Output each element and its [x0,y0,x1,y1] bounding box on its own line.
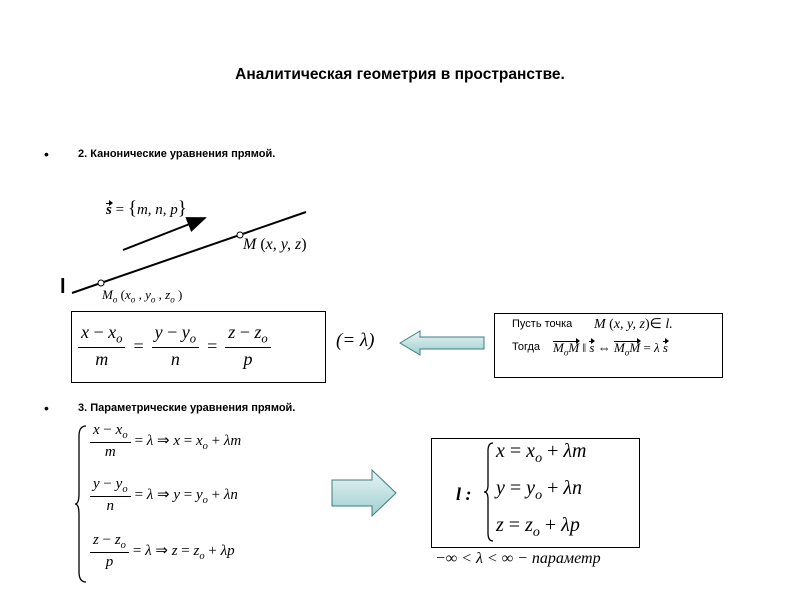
result-row-y: $y = y_o + \lambda n$ [496,477,583,503]
left-arrow-icon [398,328,488,358]
bullet-3: • [44,400,49,416]
system-row-x: $\frac{x - x_o}{m}$ = λ ⇒ $x = x_o + \lambda m$ [90,422,241,461]
result-label: l : [456,484,472,504]
section-2-heading: 2. Канонические уравнения прямой. [78,148,276,160]
bullet-2: • [44,146,49,162]
line-label-l: l [60,276,66,298]
result-brace-icon [483,441,495,543]
result-row-z: $z = z_o + \lambda p$ [496,514,580,540]
left-brace-icon [74,424,88,584]
canonical-equation: $\frac{x - x_o}{m}$ = $\frac{y - y_o}{n}$ = $\frac{z - z_o}{p}$ [78,315,271,377]
fraction-x: $\frac{x - x_o}{m}$ [78,322,125,371]
point-m0-marker [98,280,104,286]
note-line2-text: Тогда [512,341,541,353]
page-title: Аналитическая геометрия в пространстве. [235,66,565,83]
parameter-note: −∞ < λ < ∞ − параметр [435,550,601,567]
lambda-equals: (= λ) [336,330,375,351]
note-line1-math: M (x, y, z)∈ l. [594,317,673,332]
fraction-y: $\frac{y - y_o}{n}$ [152,322,199,371]
direction-vector-label: s = {m, n, p} [106,198,187,219]
fraction-z: $\frac{z - z_o}{p}$ [225,322,270,371]
note-line1-text: Пусть точка [512,318,573,330]
point-m0-label: $M_o$ ($x_o$ , $y_o$ , $z_o$ ) [102,287,183,305]
result-row-x: $x = x_o + \lambda m$ [496,440,587,466]
direction-vector-arrow [123,218,205,250]
system-row-y: $\frac{y - y_o}{n}$ = λ ⇒ $y = y_o + \lambda n$ [90,476,238,515]
point-m-label: M (x, y, z) [243,236,307,253]
note-line2-math: $M_oM$ ‖ s ⇔ $M_oM = \lambda$ s [553,340,668,358]
system-row-z: $\frac{z - z_o}{p}$ = λ ⇒ $z = z_o + \lambda p$ [90,532,235,571]
right-arrow-icon [330,468,400,518]
section-3-heading: 3. Параметрические уравнения прямой. [78,402,296,414]
